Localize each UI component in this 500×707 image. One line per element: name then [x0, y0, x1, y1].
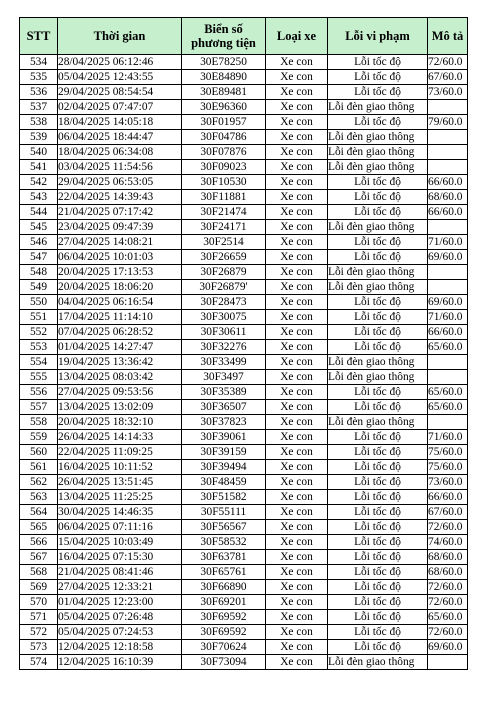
table-row — [20, 85, 468, 100]
cell-time: 22/04/2025 11:09:25 — [58, 445, 182, 460]
cell-time: 20/04/2025 17:13:53 — [58, 265, 182, 280]
cell-time: 21/04/2025 08:41:46 — [58, 565, 182, 580]
cell-vehicle-type: Xe con — [266, 85, 328, 100]
cell-vehicle-type: Xe con — [266, 520, 328, 535]
table-row — [20, 655, 468, 670]
cell-time: 18/04/2025 14:05:18 — [58, 115, 182, 130]
cell-vehicle-type: Xe con — [266, 610, 328, 625]
cell-violation: Lỗi tốc độ — [328, 550, 428, 565]
cell-plate: 30F63781 — [182, 550, 266, 565]
table-row — [20, 160, 468, 175]
table-row — [20, 325, 468, 340]
cell-description: 66/60.0 — [428, 205, 468, 220]
cell-description: 69/60.0 — [428, 250, 468, 265]
cell-plate: 30F58532 — [182, 535, 266, 550]
cell-plate: 30F36507 — [182, 400, 266, 415]
cell-description: 65/60.0 — [428, 400, 468, 415]
cell-plate: 30F10530 — [182, 175, 266, 190]
cell-violation: Lỗi tốc độ — [328, 445, 428, 460]
cell-vehicle-type: Xe con — [266, 445, 328, 460]
cell-violation: Lỗi tốc độ — [328, 490, 428, 505]
table-row — [20, 340, 468, 355]
header-row — [20, 18, 468, 55]
cell-time: 07/04/2025 06:28:52 — [58, 325, 182, 340]
cell-violation: Lỗi tốc độ — [328, 460, 428, 475]
cell-stt: 546 — [20, 235, 58, 250]
table-row — [20, 145, 468, 160]
cell-plate: 30F56567 — [182, 520, 266, 535]
cell-violation: Lỗi tốc độ — [328, 190, 428, 205]
cell-stt: 540 — [20, 145, 58, 160]
cell-stt: 557 — [20, 400, 58, 415]
table-row — [20, 415, 468, 430]
cell-violation: Lỗi tốc độ — [328, 505, 428, 520]
cell-stt: 553 — [20, 340, 58, 355]
cell-description: 71/60.0 — [428, 430, 468, 445]
cell-plate: 30F69201 — [182, 595, 266, 610]
cell-time: 12/04/2025 12:18:58 — [58, 640, 182, 655]
cell-stt: 544 — [20, 205, 58, 220]
table-row — [20, 55, 468, 70]
cell-stt: 545 — [20, 220, 58, 235]
cell-violation: Lỗi tốc độ — [328, 385, 428, 400]
cell-vehicle-type: Xe con — [266, 370, 328, 385]
cell-description: 65/60.0 — [428, 340, 468, 355]
cell-time: 06/04/2025 07:11:16 — [58, 520, 182, 535]
cell-plate: 30F28473 — [182, 295, 266, 310]
cell-vehicle-type: Xe con — [266, 145, 328, 160]
cell-time: 26/04/2025 13:51:45 — [58, 475, 182, 490]
cell-time: 29/04/2025 08:54:54 — [58, 85, 182, 100]
table-row — [20, 625, 468, 640]
cell-stt: 572 — [20, 625, 58, 640]
cell-vehicle-type: Xe con — [266, 415, 328, 430]
cell-plate: 30F01957 — [182, 115, 266, 130]
cell-plate: 30F69592 — [182, 625, 266, 640]
cell-description: 68/60.0 — [428, 550, 468, 565]
cell-vehicle-type: Xe con — [266, 175, 328, 190]
cell-time: 13/04/2025 08:03:42 — [58, 370, 182, 385]
table-row — [20, 220, 468, 235]
cell-vehicle-type: Xe con — [266, 490, 328, 505]
cell-violation: Lỗi tốc độ — [328, 520, 428, 535]
cell-plate: 30F39159 — [182, 445, 266, 460]
cell-time: 03/04/2025 11:54:56 — [58, 160, 182, 175]
table-row — [20, 505, 468, 520]
cell-plate: 30F26879' — [182, 280, 266, 295]
cell-violation: Lỗi tốc độ — [328, 625, 428, 640]
cell-description: 67/60.0 — [428, 70, 468, 85]
cell-violation: Lỗi đèn giao thông — [328, 145, 428, 160]
table-row — [20, 550, 468, 565]
cell-description: 69/60.0 — [428, 640, 468, 655]
cell-time: 16/04/2025 07:15:30 — [58, 550, 182, 565]
cell-stt: 574 — [20, 655, 58, 670]
cell-stt: 543 — [20, 190, 58, 205]
cell-time: 02/04/2025 07:47:07 — [58, 100, 182, 115]
cell-vehicle-type: Xe con — [266, 625, 328, 640]
cell-plate: 30F3497 — [182, 370, 266, 385]
table-row — [20, 100, 468, 115]
table-row — [20, 610, 468, 625]
cell-time: 12/04/2025 16:10:39 — [58, 655, 182, 670]
cell-stt: 561 — [20, 460, 58, 475]
cell-plate: 30F70624 — [182, 640, 266, 655]
cell-time: 20/04/2025 18:32:10 — [58, 415, 182, 430]
cell-plate: 30F30611 — [182, 325, 266, 340]
cell-stt: 538 — [20, 115, 58, 130]
table-row — [20, 475, 468, 490]
header-type: Loại xe — [266, 18, 328, 55]
cell-time: 17/04/2025 11:14:10 — [58, 310, 182, 325]
cell-violation: Lỗi tốc độ — [328, 235, 428, 250]
cell-stt: 537 — [20, 100, 58, 115]
header-desc: Mô tả — [428, 18, 468, 55]
table-row — [20, 430, 468, 445]
table-row — [20, 130, 468, 145]
cell-violation: Lỗi tốc độ — [328, 580, 428, 595]
cell-violation: Lỗi tốc độ — [328, 340, 428, 355]
cell-vehicle-type: Xe con — [266, 340, 328, 355]
cell-time: 22/04/2025 14:39:43 — [58, 190, 182, 205]
table-row — [20, 205, 468, 220]
cell-violation: Lỗi tốc độ — [328, 640, 428, 655]
cell-violation: Lỗi đèn giao thông — [328, 280, 428, 295]
cell-time: 18/04/2025 06:34:08 — [58, 145, 182, 160]
cell-time: 01/04/2025 12:23:00 — [58, 595, 182, 610]
cell-stt: 554 — [20, 355, 58, 370]
cell-description: 75/60.0 — [428, 445, 468, 460]
cell-description: 67/60.0 — [428, 505, 468, 520]
cell-stt: 560 — [20, 445, 58, 460]
cell-description — [428, 220, 468, 235]
cell-stt: 534 — [20, 55, 58, 70]
cell-plate: 30E84890 — [182, 70, 266, 85]
cell-vehicle-type: Xe con — [266, 280, 328, 295]
cell-description — [428, 100, 468, 115]
cell-description: 69/60.0 — [428, 295, 468, 310]
cell-stt: 566 — [20, 535, 58, 550]
cell-vehicle-type: Xe con — [266, 655, 328, 670]
cell-vehicle-type: Xe con — [266, 385, 328, 400]
table-row — [20, 250, 468, 265]
cell-vehicle-type: Xe con — [266, 70, 328, 85]
table-row — [20, 190, 468, 205]
cell-vehicle-type: Xe con — [266, 535, 328, 550]
cell-stt: 567 — [20, 550, 58, 565]
cell-vehicle-type: Xe con — [266, 220, 328, 235]
cell-stt: 562 — [20, 475, 58, 490]
cell-time: 23/04/2025 09:47:39 — [58, 220, 182, 235]
cell-violation: Lỗi tốc độ — [328, 595, 428, 610]
cell-vehicle-type: Xe con — [266, 295, 328, 310]
table-row — [20, 490, 468, 505]
cell-time: 21/04/2025 07:17:42 — [58, 205, 182, 220]
cell-description: 66/60.0 — [428, 325, 468, 340]
table-row — [20, 580, 468, 595]
cell-vehicle-type: Xe con — [266, 160, 328, 175]
table-row — [20, 280, 468, 295]
cell-vehicle-type: Xe con — [266, 55, 328, 70]
cell-vehicle-type: Xe con — [266, 400, 328, 415]
violations-table — [19, 17, 468, 670]
table-row — [20, 520, 468, 535]
cell-stt: 571 — [20, 610, 58, 625]
cell-stt: 555 — [20, 370, 58, 385]
cell-description: 72/60.0 — [428, 625, 468, 640]
table-row — [20, 640, 468, 655]
cell-stt: 570 — [20, 595, 58, 610]
table-row — [20, 175, 468, 190]
cell-plate: 30F69592 — [182, 610, 266, 625]
cell-vehicle-type: Xe con — [266, 325, 328, 340]
cell-description: 73/60.0 — [428, 85, 468, 100]
cell-stt: 564 — [20, 505, 58, 520]
cell-violation: Lỗi tốc độ — [328, 610, 428, 625]
cell-description: 72/60.0 — [428, 595, 468, 610]
cell-stt: 573 — [20, 640, 58, 655]
table-row — [20, 370, 468, 385]
cell-violation: Lỗi đèn giao thông — [328, 160, 428, 175]
cell-stt: 569 — [20, 580, 58, 595]
cell-stt: 568 — [20, 565, 58, 580]
cell-plate: 30F07876 — [182, 145, 266, 160]
cell-stt: 551 — [20, 310, 58, 325]
cell-description: 73/60.0 — [428, 475, 468, 490]
table-row — [20, 535, 468, 550]
cell-description — [428, 280, 468, 295]
cell-violation: Lỗi đèn giao thông — [328, 655, 428, 670]
cell-stt: 556 — [20, 385, 58, 400]
cell-time: 20/04/2025 18:06:20 — [58, 280, 182, 295]
table-row — [20, 265, 468, 280]
cell-plate: 30F04786 — [182, 130, 266, 145]
cell-vehicle-type: Xe con — [266, 580, 328, 595]
cell-stt: 565 — [20, 520, 58, 535]
cell-time: 28/04/2025 06:12:46 — [58, 55, 182, 70]
cell-plate: 30F51582 — [182, 490, 266, 505]
header-stt: STT — [20, 18, 58, 55]
cell-plate: 30F24171 — [182, 220, 266, 235]
table-row — [20, 295, 468, 310]
cell-plate: 30E89481 — [182, 85, 266, 100]
cell-plate: 30F65761 — [182, 565, 266, 580]
cell-description: 71/60.0 — [428, 310, 468, 325]
cell-violation: Lỗi tốc độ — [328, 205, 428, 220]
cell-time: 05/04/2025 07:26:48 — [58, 610, 182, 625]
cell-vehicle-type: Xe con — [266, 265, 328, 280]
cell-violation: Lỗi tốc độ — [328, 535, 428, 550]
cell-time: 13/04/2025 13:02:09 — [58, 400, 182, 415]
table-row — [20, 310, 468, 325]
cell-time: 06/04/2025 18:44:47 — [58, 130, 182, 145]
cell-time: 26/04/2025 14:14:33 — [58, 430, 182, 445]
cell-time: 04/04/2025 06:16:54 — [58, 295, 182, 310]
cell-description — [428, 370, 468, 385]
table-row — [20, 385, 468, 400]
cell-plate: 30F2514 — [182, 235, 266, 250]
cell-violation: Lỗi tốc độ — [328, 325, 428, 340]
cell-vehicle-type: Xe con — [266, 190, 328, 205]
cell-time: 19/04/2025 13:36:42 — [58, 355, 182, 370]
cell-description — [428, 160, 468, 175]
cell-description — [428, 655, 468, 670]
cell-time: 05/04/2025 07:24:53 — [58, 625, 182, 640]
cell-vehicle-type: Xe con — [266, 205, 328, 220]
cell-vehicle-type: Xe con — [266, 130, 328, 145]
cell-description — [428, 130, 468, 145]
cell-violation: Lỗi tốc độ — [328, 55, 428, 70]
cell-violation: Lỗi đèn giao thông — [328, 370, 428, 385]
cell-violation: Lỗi đèn giao thông — [328, 415, 428, 430]
cell-description: 74/60.0 — [428, 535, 468, 550]
cell-violation: Lỗi tốc độ — [328, 310, 428, 325]
cell-vehicle-type: Xe con — [266, 565, 328, 580]
cell-time: 05/04/2025 12:43:55 — [58, 70, 182, 85]
table-row — [20, 565, 468, 580]
cell-stt: 552 — [20, 325, 58, 340]
header-plate — [182, 18, 266, 55]
cell-violation: Lỗi đèn giao thông — [328, 355, 428, 370]
cell-description: 75/60.0 — [428, 460, 468, 475]
header-time: Thời gian — [58, 18, 182, 55]
cell-time: 16/04/2025 10:11:52 — [58, 460, 182, 475]
cell-violation: Lỗi tốc độ — [328, 430, 428, 445]
table-row — [20, 70, 468, 85]
cell-description — [428, 355, 468, 370]
cell-plate: 30F26879 — [182, 265, 266, 280]
cell-stt: 559 — [20, 430, 58, 445]
cell-description: 79/60.0 — [428, 115, 468, 130]
table-row — [20, 400, 468, 415]
cell-time: 06/04/2025 10:01:03 — [58, 250, 182, 265]
cell-time: 30/04/2025 14:46:35 — [58, 505, 182, 520]
cell-plate: 30F21474 — [182, 205, 266, 220]
cell-stt: 547 — [20, 250, 58, 265]
cell-plate: 30E78250 — [182, 55, 266, 70]
cell-description: 72/60.0 — [428, 55, 468, 70]
cell-vehicle-type: Xe con — [266, 640, 328, 655]
cell-time: 01/04/2025 14:27:47 — [58, 340, 182, 355]
cell-vehicle-type: Xe con — [266, 355, 328, 370]
cell-time: 15/04/2025 10:03:49 — [58, 535, 182, 550]
cell-violation: Lỗi tốc độ — [328, 70, 428, 85]
cell-time: 29/04/2025 06:53:05 — [58, 175, 182, 190]
cell-description: 65/60.0 — [428, 610, 468, 625]
cell-stt: 550 — [20, 295, 58, 310]
cell-violation: Lỗi tốc độ — [328, 250, 428, 265]
cell-violation: Lỗi đèn giao thông — [328, 220, 428, 235]
cell-stt: 536 — [20, 85, 58, 100]
cell-plate: 30F48459 — [182, 475, 266, 490]
cell-vehicle-type: Xe con — [266, 550, 328, 565]
cell-stt: 539 — [20, 130, 58, 145]
cell-violation: Lỗi tốc độ — [328, 295, 428, 310]
cell-violation: Lỗi đèn giao thông — [328, 265, 428, 280]
cell-plate: 30E96360 — [182, 100, 266, 115]
cell-violation: Lỗi tốc độ — [328, 475, 428, 490]
cell-description: 66/60.0 — [428, 490, 468, 505]
cell-plate: 30F33499 — [182, 355, 266, 370]
table-row — [20, 235, 468, 250]
cell-violation: Lỗi tốc độ — [328, 115, 428, 130]
cell-stt: 563 — [20, 490, 58, 505]
cell-vehicle-type: Xe con — [266, 505, 328, 520]
table-row — [20, 445, 468, 460]
cell-violation: Lỗi tốc độ — [328, 400, 428, 415]
cell-description: 72/60.0 — [428, 520, 468, 535]
table-row — [20, 460, 468, 475]
cell-plate: 30F73094 — [182, 655, 266, 670]
cell-stt: 541 — [20, 160, 58, 175]
cell-plate: 30F09023 — [182, 160, 266, 175]
cell-vehicle-type: Xe con — [266, 310, 328, 325]
cell-vehicle-type: Xe con — [266, 100, 328, 115]
cell-stt: 535 — [20, 70, 58, 85]
cell-description: 71/60.0 — [428, 235, 468, 250]
cell-violation: Lỗi đèn giao thông — [328, 100, 428, 115]
cell-stt: 558 — [20, 415, 58, 430]
table-row — [20, 355, 468, 370]
cell-vehicle-type: Xe con — [266, 595, 328, 610]
cell-description: 68/60.0 — [428, 190, 468, 205]
cell-vehicle-type: Xe con — [266, 235, 328, 250]
cell-plate: 30F26659 — [182, 250, 266, 265]
cell-stt: 542 — [20, 175, 58, 190]
header-violation: Lỗi vi phạm — [328, 18, 428, 55]
cell-violation: Lỗi đèn giao thông — [328, 130, 428, 145]
cell-plate: 30F39061 — [182, 430, 266, 445]
cell-time: 27/04/2025 09:53:56 — [58, 385, 182, 400]
table-row — [20, 595, 468, 610]
cell-description: 65/60.0 — [428, 385, 468, 400]
cell-description: 72/60.0 — [428, 580, 468, 595]
cell-plate: 30F39494 — [182, 460, 266, 475]
header-plate-label: Biển số phương tiện — [191, 22, 256, 50]
cell-description: 66/60.0 — [428, 175, 468, 190]
cell-plate: 30F66890 — [182, 580, 266, 595]
cell-violation: Lỗi tốc độ — [328, 175, 428, 190]
cell-description — [428, 145, 468, 160]
cell-plate: 30F35389 — [182, 385, 266, 400]
table-body — [20, 55, 468, 670]
cell-vehicle-type: Xe con — [266, 475, 328, 490]
table-row — [20, 115, 468, 130]
cell-vehicle-type: Xe con — [266, 460, 328, 475]
cell-description: 68/60.0 — [428, 565, 468, 580]
cell-plate: 30F30075 — [182, 310, 266, 325]
cell-time: 13/04/2025 11:25:25 — [58, 490, 182, 505]
cell-vehicle-type: Xe con — [266, 250, 328, 265]
cell-plate: 30F32276 — [182, 340, 266, 355]
cell-stt: 549 — [20, 280, 58, 295]
cell-description — [428, 415, 468, 430]
cell-description — [428, 265, 468, 280]
cell-time: 27/04/2025 14:08:21 — [58, 235, 182, 250]
cell-plate: 30F37823 — [182, 415, 266, 430]
cell-violation: Lỗi tốc độ — [328, 565, 428, 580]
cell-violation: Lỗi tốc độ — [328, 85, 428, 100]
cell-time: 27/04/2025 12:33:21 — [58, 580, 182, 595]
cell-vehicle-type: Xe con — [266, 115, 328, 130]
cell-plate: 30F55111 — [182, 505, 266, 520]
cell-plate: 30F11881 — [182, 190, 266, 205]
cell-vehicle-type: Xe con — [266, 430, 328, 445]
cell-stt: 548 — [20, 265, 58, 280]
